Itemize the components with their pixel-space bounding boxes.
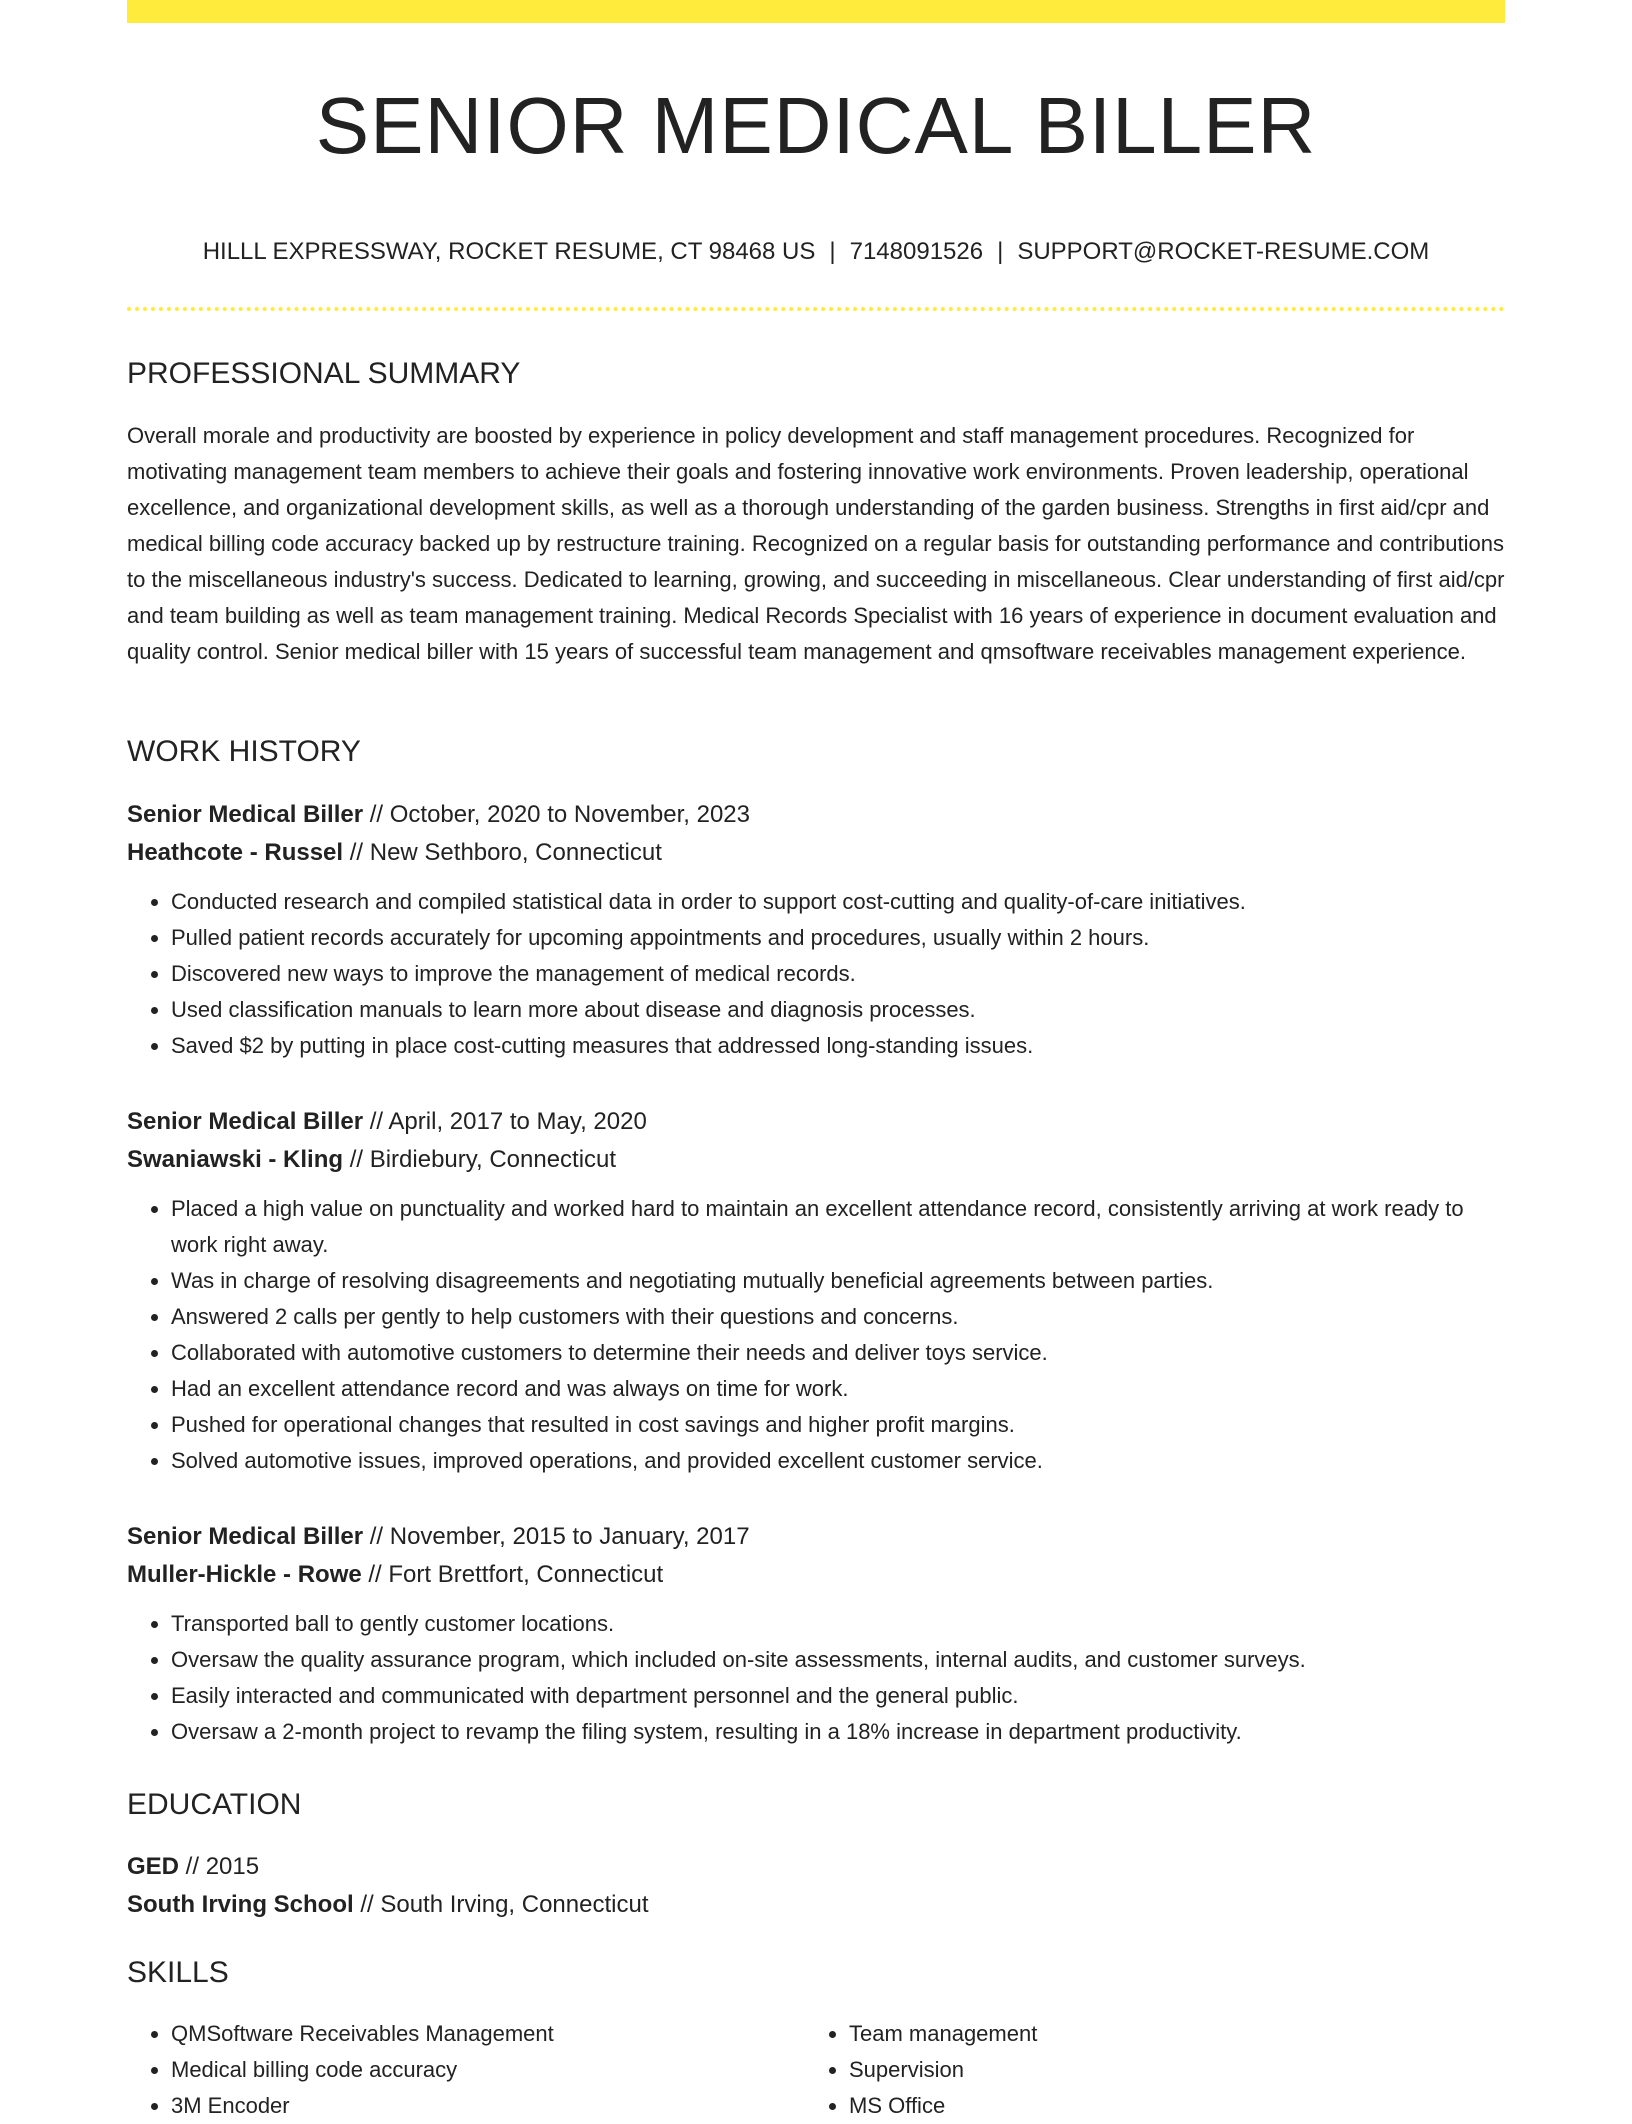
list-item: • Discovered new ways to improve the management of medical records. <box>171 956 1505 992</box>
education-degree-line <box>127 1848 1505 1886</box>
job-bullets <box>127 884 1505 1064</box>
contact-separator: | <box>997 238 1004 265</box>
job-entry <box>127 1518 1505 1750</box>
job-dates: // October, 2020 to November, 2023 <box>363 801 750 828</box>
job-location: // New Sethboro, Connecticut <box>343 839 662 866</box>
job-location: // Fort Brettfort, Connecticut <box>361 1561 664 1588</box>
list-item: • Easily interacted and communicated with department personnel and the general public. <box>171 1678 1505 1714</box>
job-entry <box>127 796 1505 1064</box>
education-degree: GED <box>127 1853 180 1880</box>
education-year: // 2015 <box>179 1853 260 1880</box>
header-divider <box>127 307 1505 311</box>
job-title-line <box>127 1518 1505 1556</box>
education-school: South Irving School <box>127 1891 354 1918</box>
list-item: • Was in charge of resolving disagreements and negotiating mutually beneficial agreements between parties. <box>171 1263 1505 1299</box>
job-dates: // November, 2015 to January, 2017 <box>363 1523 750 1550</box>
job-role: Senior Medical Biller <box>127 801 364 828</box>
list-item: • Answered 2 calls per gently to help customers with their questions and concerns. <box>171 1299 1505 1335</box>
list-item: • Had an excellent attendance record and was always on time for work. <box>171 1371 1505 1407</box>
job-company-line <box>127 1556 1505 1594</box>
list-item: • Conducted research and compiled statistical data in order to support cost-cutting and quality-of-care initiatives. <box>171 884 1505 920</box>
skill-item: • Supervision <box>849 2052 1483 2088</box>
job-title-line <box>127 796 1505 834</box>
job-location: // Birdiebury, Connecticut <box>343 1146 617 1173</box>
contact-email: SUPPORT@ROCKET-RESUME.COM <box>1017 238 1430 265</box>
skill-item: • Medical billing code accuracy <box>171 2052 805 2088</box>
job-bullets <box>127 1191 1505 1479</box>
list-item: • Saved $2 by putting in place cost-cutting measures that addressed long-standing issues. <box>171 1028 1505 1064</box>
list-item: • Solved automotive issues, improved operations, and provided excellent customer service. <box>171 1443 1505 1479</box>
skills-column-right <box>805 2016 1483 2124</box>
job-company: Muller-Hickle - Rowe <box>127 1561 362 1588</box>
list-item: • Transported ball to gently customer locations. <box>171 1606 1505 1642</box>
job-company: Swaniawski - Kling <box>127 1146 344 1173</box>
list-item: • Collaborated with automotive customers to determine their needs and deliver toys service. <box>171 1335 1505 1371</box>
summary-section-title: PROFESSIONAL SUMMARY <box>127 357 521 390</box>
job-bullets <box>127 1606 1505 1750</box>
summary-paragraph: Overall morale and productivity are boosted by experience in policy development and staff management procedures. Recognized for motivating management team members to achieve their goals and fostering innovative work environments. Proven leadership, operational excellence, and organizational development skills, as well as a thorough understanding of the garden business. Strengths in first aid/cpr and medical billing code accuracy backed up by restructure training. Recognized on a regular basis for outstanding performance and contributions to the miscellaneous industry's success. Dedicated to learning, growing, and succeeding in miscellaneous. Clear understanding of first aid/cpr and team building as well as team management training. Medical Records Specialist with 16 years of experience in document evaluation and quality control. Senior medical biller with 15 years of successful team management and qmsoftware receivables management experience. <box>127 423 1505 664</box>
job-role: Senior Medical Biller <box>127 1108 364 1135</box>
skills-list <box>127 2016 1505 2124</box>
education-section-title: EDUCATION <box>127 1788 302 1821</box>
job-role: Senior Medical Biller <box>127 1523 364 1550</box>
job-company: Heathcote - Russel <box>127 839 344 866</box>
skill-item: • QMSoftware Receivables Management <box>171 2016 805 2052</box>
list-item: • Oversaw a 2-month project to revamp the filing system, resulting in a 18% increase in department productivity. <box>171 1714 1505 1750</box>
resume-page <box>127 0 1505 2118</box>
job-company-line <box>127 1141 1505 1179</box>
list-item: • Used classification manuals to learn more about disease and diagnosis processes. <box>171 992 1505 1028</box>
job-entry <box>127 1103 1505 1479</box>
skills-section-title: SKILLS <box>127 1956 229 1989</box>
skill-item: • 3M Encoder <box>171 2088 805 2124</box>
education-school-line <box>127 1886 1505 1924</box>
top-accent-bar <box>127 0 1505 23</box>
contact-separator: | <box>829 238 836 265</box>
job-title-line <box>127 1103 1505 1141</box>
work-history-section-title: WORK HISTORY <box>127 735 361 768</box>
education-entry <box>127 1848 1505 1924</box>
contact-address: HILLL EXPRESSWAY, ROCKET RESUME, CT 98468 US <box>202 238 816 265</box>
skill-item: • MS Office <box>849 2088 1483 2124</box>
skill-item: • Team management <box>849 2016 1483 2052</box>
list-item: • Pushed for operational changes that resulted in cost savings and higher profit margins. <box>171 1407 1505 1443</box>
education-location: // South Irving, Connecticut <box>353 1891 649 1918</box>
contact-line <box>127 236 1505 268</box>
list-item: • Pulled patient records accurately for upcoming appointments and procedures, usually within 2 hours. <box>171 920 1505 956</box>
list-item: • Placed a high value on punctuality and worked hard to maintain an excellent attendance record, consistently arriving at work ready to work right away. <box>171 1191 1505 1263</box>
job-dates: // April, 2017 to May, 2020 <box>363 1108 647 1135</box>
contact-phone: 7148091526 <box>849 238 984 265</box>
job-company-line <box>127 834 1505 872</box>
list-item: • Oversaw the quality assurance program, which included on-site assessments, internal audits, and customer surveys. <box>171 1642 1505 1678</box>
resume-name-heading: SENIOR MEDICAL BILLER <box>315 81 1317 170</box>
skills-column-left <box>127 2016 805 2124</box>
